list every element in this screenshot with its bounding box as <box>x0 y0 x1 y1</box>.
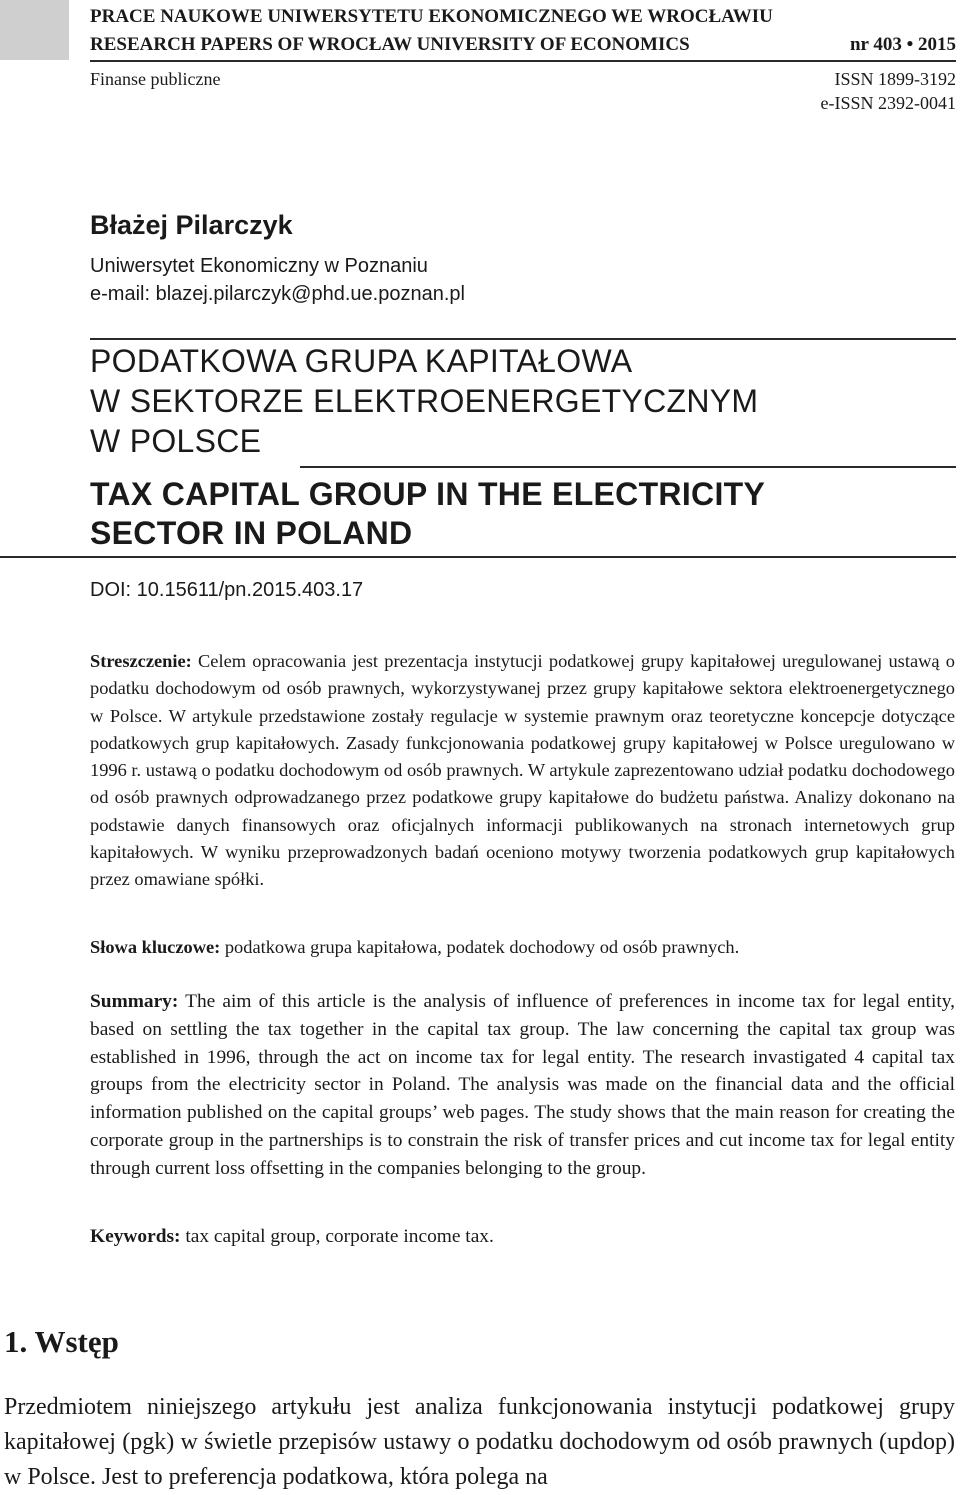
title-en-line1: TAX CAPITAL GROUP IN THE ELECTRICITY <box>90 476 766 512</box>
keywords-en-text: tax capital group, corporate income tax. <box>180 1226 494 1247</box>
author-email: e-mail: blazej.pilarczyk@phd.ue.poznan.pl <box>90 283 465 305</box>
title-pl <box>90 341 758 461</box>
abstract-en-label: Summary: <box>90 991 179 1012</box>
keywords-en-label: Keywords: <box>90 1226 181 1247</box>
abstract-pl-label: Streszczenie: <box>90 651 192 671</box>
eissn: e-ISSN 2392-0041 <box>820 93 956 113</box>
title-en-line2: SECTOR IN POLAND <box>90 515 413 551</box>
title-pl-line3: W POLSCE <box>90 423 262 459</box>
header-grey-block <box>0 0 69 60</box>
journal-title-pl: PRACE NAUKOWE UNIWERSYTETU EKONOMICZNEGO WE WROCŁAWIU <box>90 6 773 27</box>
title-rule-top <box>90 338 956 340</box>
title-en <box>90 475 765 553</box>
abstract-en <box>90 988 955 1183</box>
abstract-en-text: The aim of this article is the analysis of influence of preferences in income tax for legal entity, based on settling the tax together in the capital tax group. The law concerning the capital tax group was established in 1996, through the act on income tax for legal entity. The research invastigated 4 capital tax groups from the electricity sector in Poland. The analysis was made on the financial data and the official information published on the capital groups’ web pages. The study shows that the main reason for creating the corporate group in the partnerships is to constrain the risk of transfer prices and cut income tax for legal entity through current loss offsetting in the companies belonging to the group. <box>90 991 955 1179</box>
section-body: Przedmiotem niniejszego artykułu jest analiza funkcjonowania instytucji podatkowej grupy kapitałowej (pgk) w świetle przepisów ustawy o podatku dochodowym od osób prawnych (updop) w Polsce. Jest to preferencja podatkowa, która polega na <box>4 1394 955 1490</box>
journal-title-en: RESEARCH PAPERS OF WROCŁAW UNIVERSITY OF ECONOMICS <box>90 34 690 55</box>
title-rule-bottom <box>0 556 956 558</box>
journal-header-row <box>90 34 956 56</box>
issn: ISSN 1899-3192 <box>834 69 956 89</box>
journal-issue: nr 403 • 2015 <box>849 34 956 55</box>
header-rule <box>90 60 956 62</box>
issn-block <box>821 67 957 115</box>
author-affiliation: Uniwersytet Ekonomiczny w Poznaniu <box>90 255 428 277</box>
doi: DOI: 10.15611/pn.2015.403.17 <box>90 579 364 601</box>
keywords-pl <box>90 934 955 961</box>
title-rule-middle <box>300 466 956 468</box>
keywords-en <box>90 1223 955 1250</box>
journal-meta <box>90 67 956 115</box>
title-pl-line1: PODATKOWA GRUPA KAPITAŁOWA <box>90 343 633 379</box>
author-name: Błażej Pilarczyk <box>90 210 293 240</box>
series-name: Finanse publiczne <box>90 69 221 89</box>
title-pl-line2: W SEKTORZE ELEKTROENERGETYCZNYM <box>90 383 759 419</box>
abstract-pl <box>90 648 955 894</box>
abstract-pl-text: Celem opracowania jest prezentacja instytucji podatkowej grupy kapitałowej uregulowanej ustawą o podatku dochodowym od osób prawnych, wykorzystywanej przez grupy kapitałowe sektora elektroenergetycznego w Polsce. W artykule przedstawione zostały regulacje w systemie prawnym oraz teoretyczne koncepcje dotyczące podatkowych grup kapitałowych. Zasady funkcjonowania podatkowej grupy kapitałowej w Polsce uregulowano w 1996 r. ustawą o podatku dochodowym od osób prawnych. W artykule zaprezentowano udział podatku dochodowego od osób prawnych odprowadzanego przez podatkowe grupy kapitałowe do budżetu państwa. Analizy dokonano na podstawie danych finansowych oraz oficjalnych informacji publikowanych na stronach internetowych grup kapitałowych. W wyniku przeprowadzonych badań oceniono motywy tworzenia podatkowych grup kapitałowych przez omawiane spółki. <box>90 651 955 890</box>
author-affiliation-block <box>90 252 465 308</box>
keywords-pl-text: podatkowa grupa kapitałowa, podatek dochodowy od osób prawnych. <box>220 937 740 957</box>
section-heading: 1. Wstęp <box>4 1324 119 1359</box>
keywords-pl-label: Słowa kluczowe: <box>90 937 221 957</box>
